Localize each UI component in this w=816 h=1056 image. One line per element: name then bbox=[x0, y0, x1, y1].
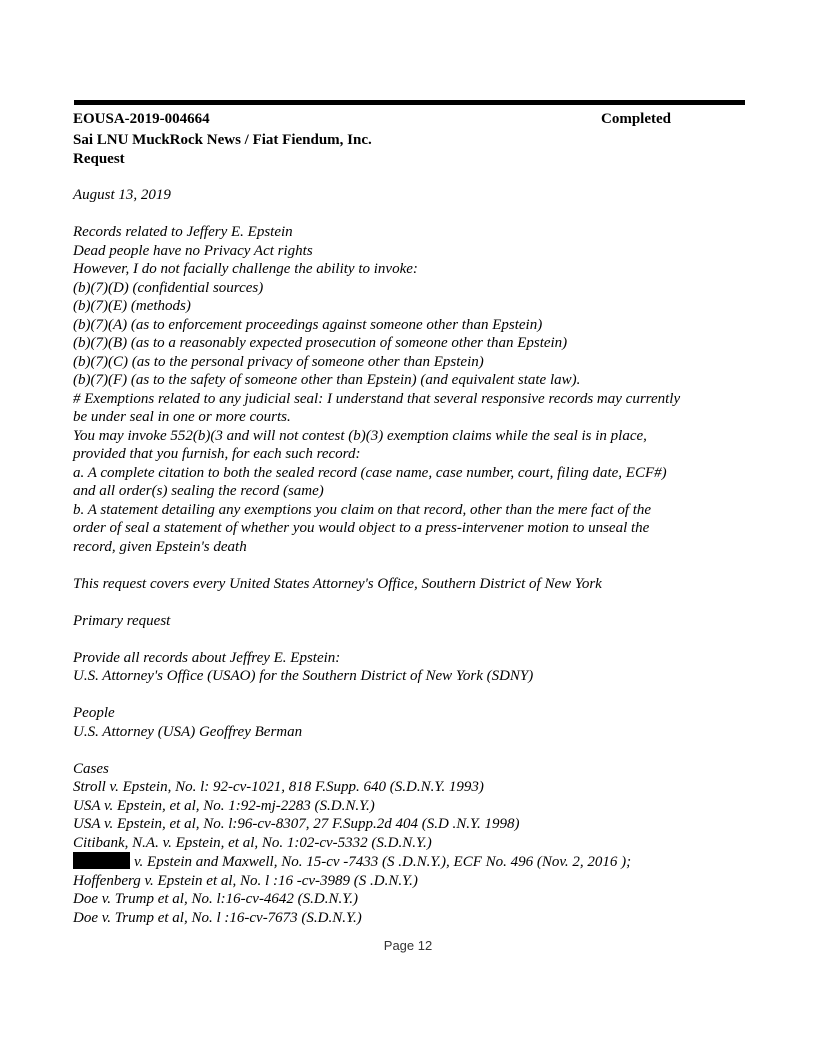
body-line: Records related to Jeffery E. Epstein bbox=[73, 224, 293, 240]
case-item: Doe v. Trump et al, No. l :16-cv-7673 (S.D.N.Y.) bbox=[73, 909, 362, 926]
body-line: order of seal a statement of whether you would object to a press-intervener motion to unseal the bbox=[73, 520, 650, 536]
case-item: USA v. Epstein, et al, No. 1:92-mj-2283 (S.D.N.Y.) bbox=[73, 797, 375, 814]
people-heading: People bbox=[73, 705, 115, 721]
request-id: EOUSA-2019-004664 bbox=[73, 111, 210, 127]
status-label: Completed bbox=[601, 111, 671, 127]
case-item-text: v. Epstein and Maxwell, No. 15-cv -7433 (S .D.N.Y.), ECF No. 496 (Nov. 2, 2016 ); bbox=[134, 854, 632, 870]
body-line: b. A statement detailing any exemptions you claim on that record, other than the mere fact of the bbox=[73, 501, 652, 518]
coverage-statement: This request covers every United States Attorney's Office, Southern District of New York bbox=[73, 575, 602, 592]
body-line: (b)(7)(E) (methods) bbox=[73, 298, 191, 314]
body-line: U.S. Attorney (USA) Geoffrey Berman bbox=[73, 723, 303, 740]
body-line: (b)(7)(C) (as to the personal privacy of someone other than Epstein) bbox=[73, 353, 484, 370]
case-item bbox=[73, 852, 753, 872]
body-line: (b)(7)(A) (as to enforcement proceedings against someone other than Epstein) bbox=[73, 316, 543, 333]
page-number: Page 12 bbox=[383, 938, 433, 953]
body-line: provided that you furnish, for each such record: bbox=[73, 446, 361, 462]
body-line: # Exemptions related to any judicial seal: I understand that several responsive records may currently bbox=[73, 390, 681, 407]
header-rule bbox=[74, 100, 745, 105]
requester-name: Sai LNU MuckRock News / Fiat Fiendum, Inc. bbox=[73, 132, 372, 148]
body-line: and all order(s) sealing the record (same) bbox=[73, 483, 324, 499]
body-line: (b)(7)(D) (confidential sources) bbox=[73, 279, 264, 296]
body-line: be under seal in one or more courts. bbox=[73, 409, 291, 425]
case-item: Stroll v. Epstein, No. l: 92-cv-1021, 818 F.Supp. 640 (S.D.N.Y. 1993) bbox=[73, 779, 484, 795]
body-line: a. A complete citation to both the sealed record (case name, case number, court, filing date, ECF#) bbox=[73, 464, 667, 481]
cases-heading: Cases bbox=[73, 760, 109, 777]
body-line: Provide all records about Jeffrey E. Epstein: bbox=[73, 649, 341, 666]
request-body bbox=[73, 186, 753, 927]
body-line: (b)(7)(B) (as to a reasonably expected prosecution of someone other than Epstein) bbox=[73, 335, 568, 351]
body-line: (b)(7)(F) (as to the safety of someone other than Epstein) (and equivalent state law). bbox=[73, 372, 581, 388]
request-type-label: Request bbox=[73, 151, 125, 167]
primary-request-heading: Primary request bbox=[73, 612, 171, 629]
body-line: U.S. Attorney's Office (USAO) for the Southern District of New York (SDNY) bbox=[73, 668, 534, 684]
body-line: You may invoke 552(b)(3 and will not contest (b)(3) exemption claims while the seal is in place, bbox=[73, 427, 647, 444]
request-date: August 13, 2019 bbox=[73, 187, 171, 203]
case-item: Doe v. Trump et al, No. l:16-cv-4642 (S.D.N.Y.) bbox=[73, 891, 358, 907]
case-item: Citibank, N.A. v. Epstein, et al, No. 1:02-cv-5332 (S.D.N.Y.) bbox=[73, 834, 432, 851]
body-line: record, given Epstein's death bbox=[73, 538, 247, 555]
case-item: USA v. Epstein, et al, No. l:96-cv-8307, 27 F.Supp.2d 404 (S.D .N.Y. 1998) bbox=[73, 816, 520, 832]
case-item: Hoffenberg v. Epstein et al, No. l :16 -cv-3989 (S .D.N.Y.) bbox=[73, 872, 418, 889]
redaction-box bbox=[73, 852, 130, 869]
body-line: Dead people have no Privacy Act rights bbox=[73, 242, 313, 259]
body-line: However, I do not facially challenge the ability to invoke: bbox=[73, 261, 418, 277]
